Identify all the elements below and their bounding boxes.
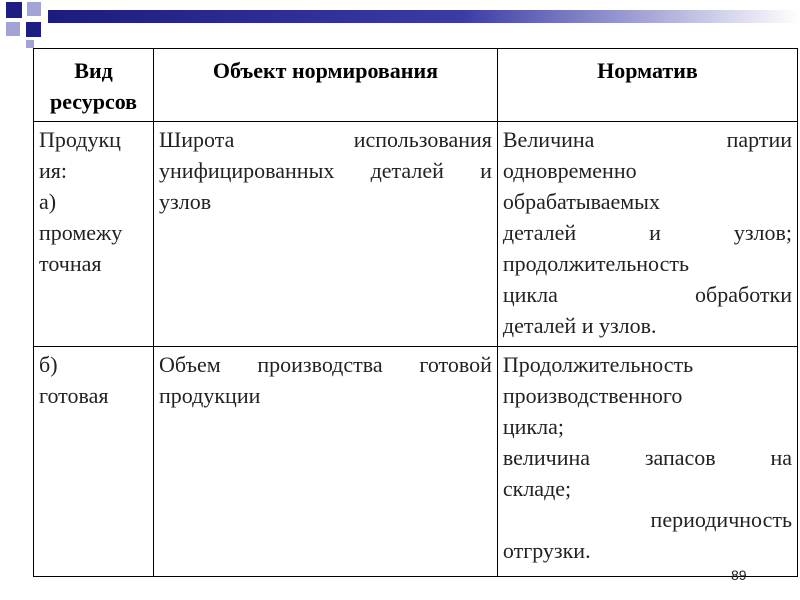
cell-resource-type: б) готовая [34, 347, 154, 577]
cell-norm-object: Широта использования унифицированных деталей и узлов [154, 122, 498, 347]
table-header-row [34, 49, 798, 122]
cell-norm: Величина партии одновременно обрабатываемых деталей и узлов; продолжительность цикла обработки деталей и узлов. [497, 122, 797, 347]
table-row [34, 122, 798, 347]
cell-norm: Продолжительность производственного цикла; величина запасов на складе; периодичность отгрузки. [497, 347, 797, 577]
decor-square [26, 22, 41, 37]
header-resource-type: Вид ресурсов [34, 49, 154, 122]
cell-norm-object: Объем производства готовой продукции [154, 347, 498, 577]
decor-square [6, 2, 22, 18]
header-norm-object: Объект нормирования [154, 49, 498, 122]
decor-square [26, 40, 34, 48]
table-row [34, 347, 798, 577]
cell-resource-type: Продукц ия: а) промежу точная [34, 122, 154, 347]
decor-square [27, 2, 41, 16]
decor-square [6, 22, 20, 36]
norms-table [33, 48, 798, 577]
page-number: 89 [731, 567, 747, 583]
header-norm: Норматив [497, 49, 797, 122]
header-gradient-bar [48, 10, 800, 23]
